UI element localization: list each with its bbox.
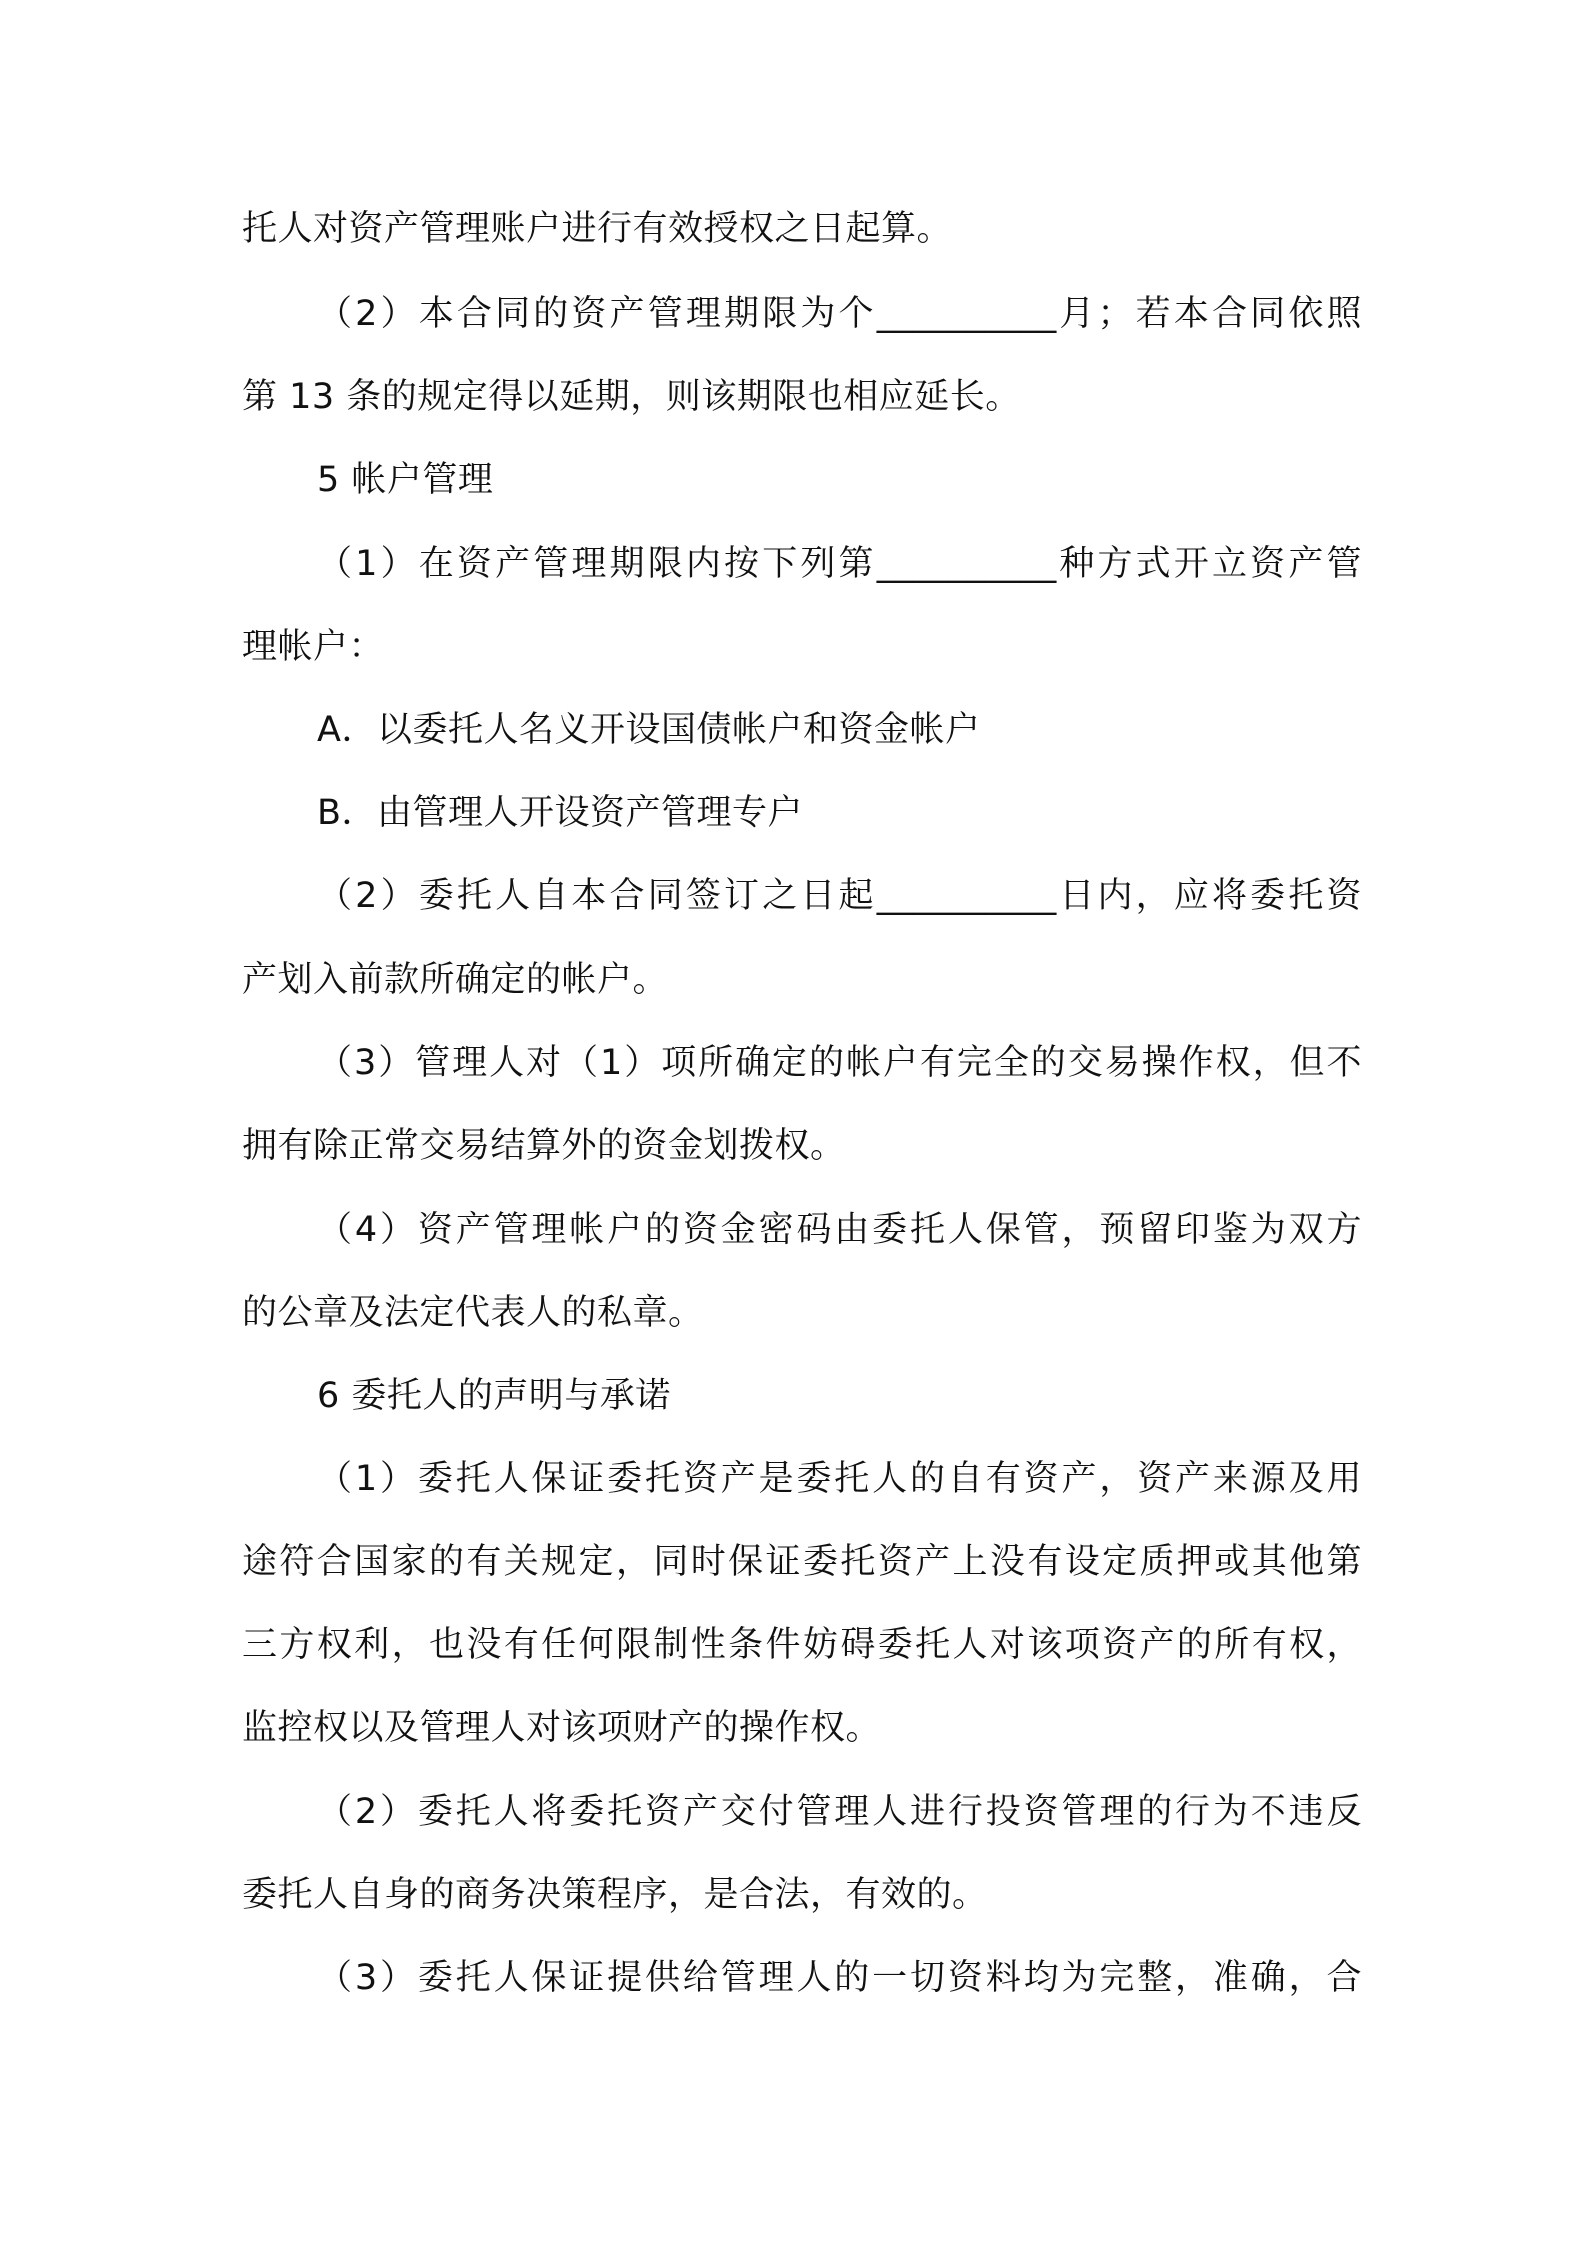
text-line: 产划入前款所确定的帐户。 — [242, 960, 669, 1000]
text-line: 的公章及法定代表人的私章。 — [242, 1293, 704, 1333]
text-line: （2）委托人自本合同签订之日起__________日内，应将委托资 — [317, 876, 1362, 916]
option-item: A．以委托人名义开设国债帐户和资金帐户 — [317, 710, 981, 750]
option-item: B．由管理人开设资产管理专户 — [317, 793, 804, 833]
text-line: （2）本合同的资产管理期限为个__________月；若本合同依照 — [317, 294, 1362, 334]
text-line: 拥有除正常交易结算外的资金划拨权。 — [242, 1126, 846, 1166]
text-line: （3）委托人保证提供给管理人的一切资料均为完整，准确，合 — [317, 1958, 1362, 1998]
text-line: （4）资产管理帐户的资金密码由委托人保管，预留印鉴为双方 — [317, 1210, 1362, 1250]
text-line: 监控权以及管理人对该项财产的操作权。 — [242, 1708, 882, 1748]
section-heading: 6 委托人的声明与承诺 — [317, 1376, 671, 1416]
text-line: 委托人自身的商务决策程序，是合法，有效的。 — [242, 1875, 988, 1915]
text-line: 理帐户： — [242, 627, 385, 667]
text-line: （1）委托人保证委托资产是委托人的自有资产，资产来源及用 — [317, 1459, 1362, 1499]
text-line: 途符合国家的有关规定，同时保证委托资产上没有设定质押或其他第 — [242, 1542, 1362, 1582]
text-line: 第 13 条的规定得以延期，则该期限也相应延长。 — [242, 377, 1021, 417]
section-heading: 5 帐户管理 — [317, 460, 494, 500]
text-line: 托人对资产管理账户进行有效授权之日起算。 — [242, 209, 953, 249]
text-line: （2）委托人将委托资产交付管理人进行投资管理的行为不违反 — [317, 1792, 1362, 1832]
text-line: 三方权利，也没有任何限制性条件妨碍委托人对该项资产的所有权， — [242, 1625, 1362, 1665]
text-line: （3）管理人对（1）项所确定的帐户有完全的交易操作权，但不 — [317, 1043, 1362, 1083]
text-line: （1）在资产管理期限内按下列第__________种方式开立资产管 — [317, 544, 1362, 584]
